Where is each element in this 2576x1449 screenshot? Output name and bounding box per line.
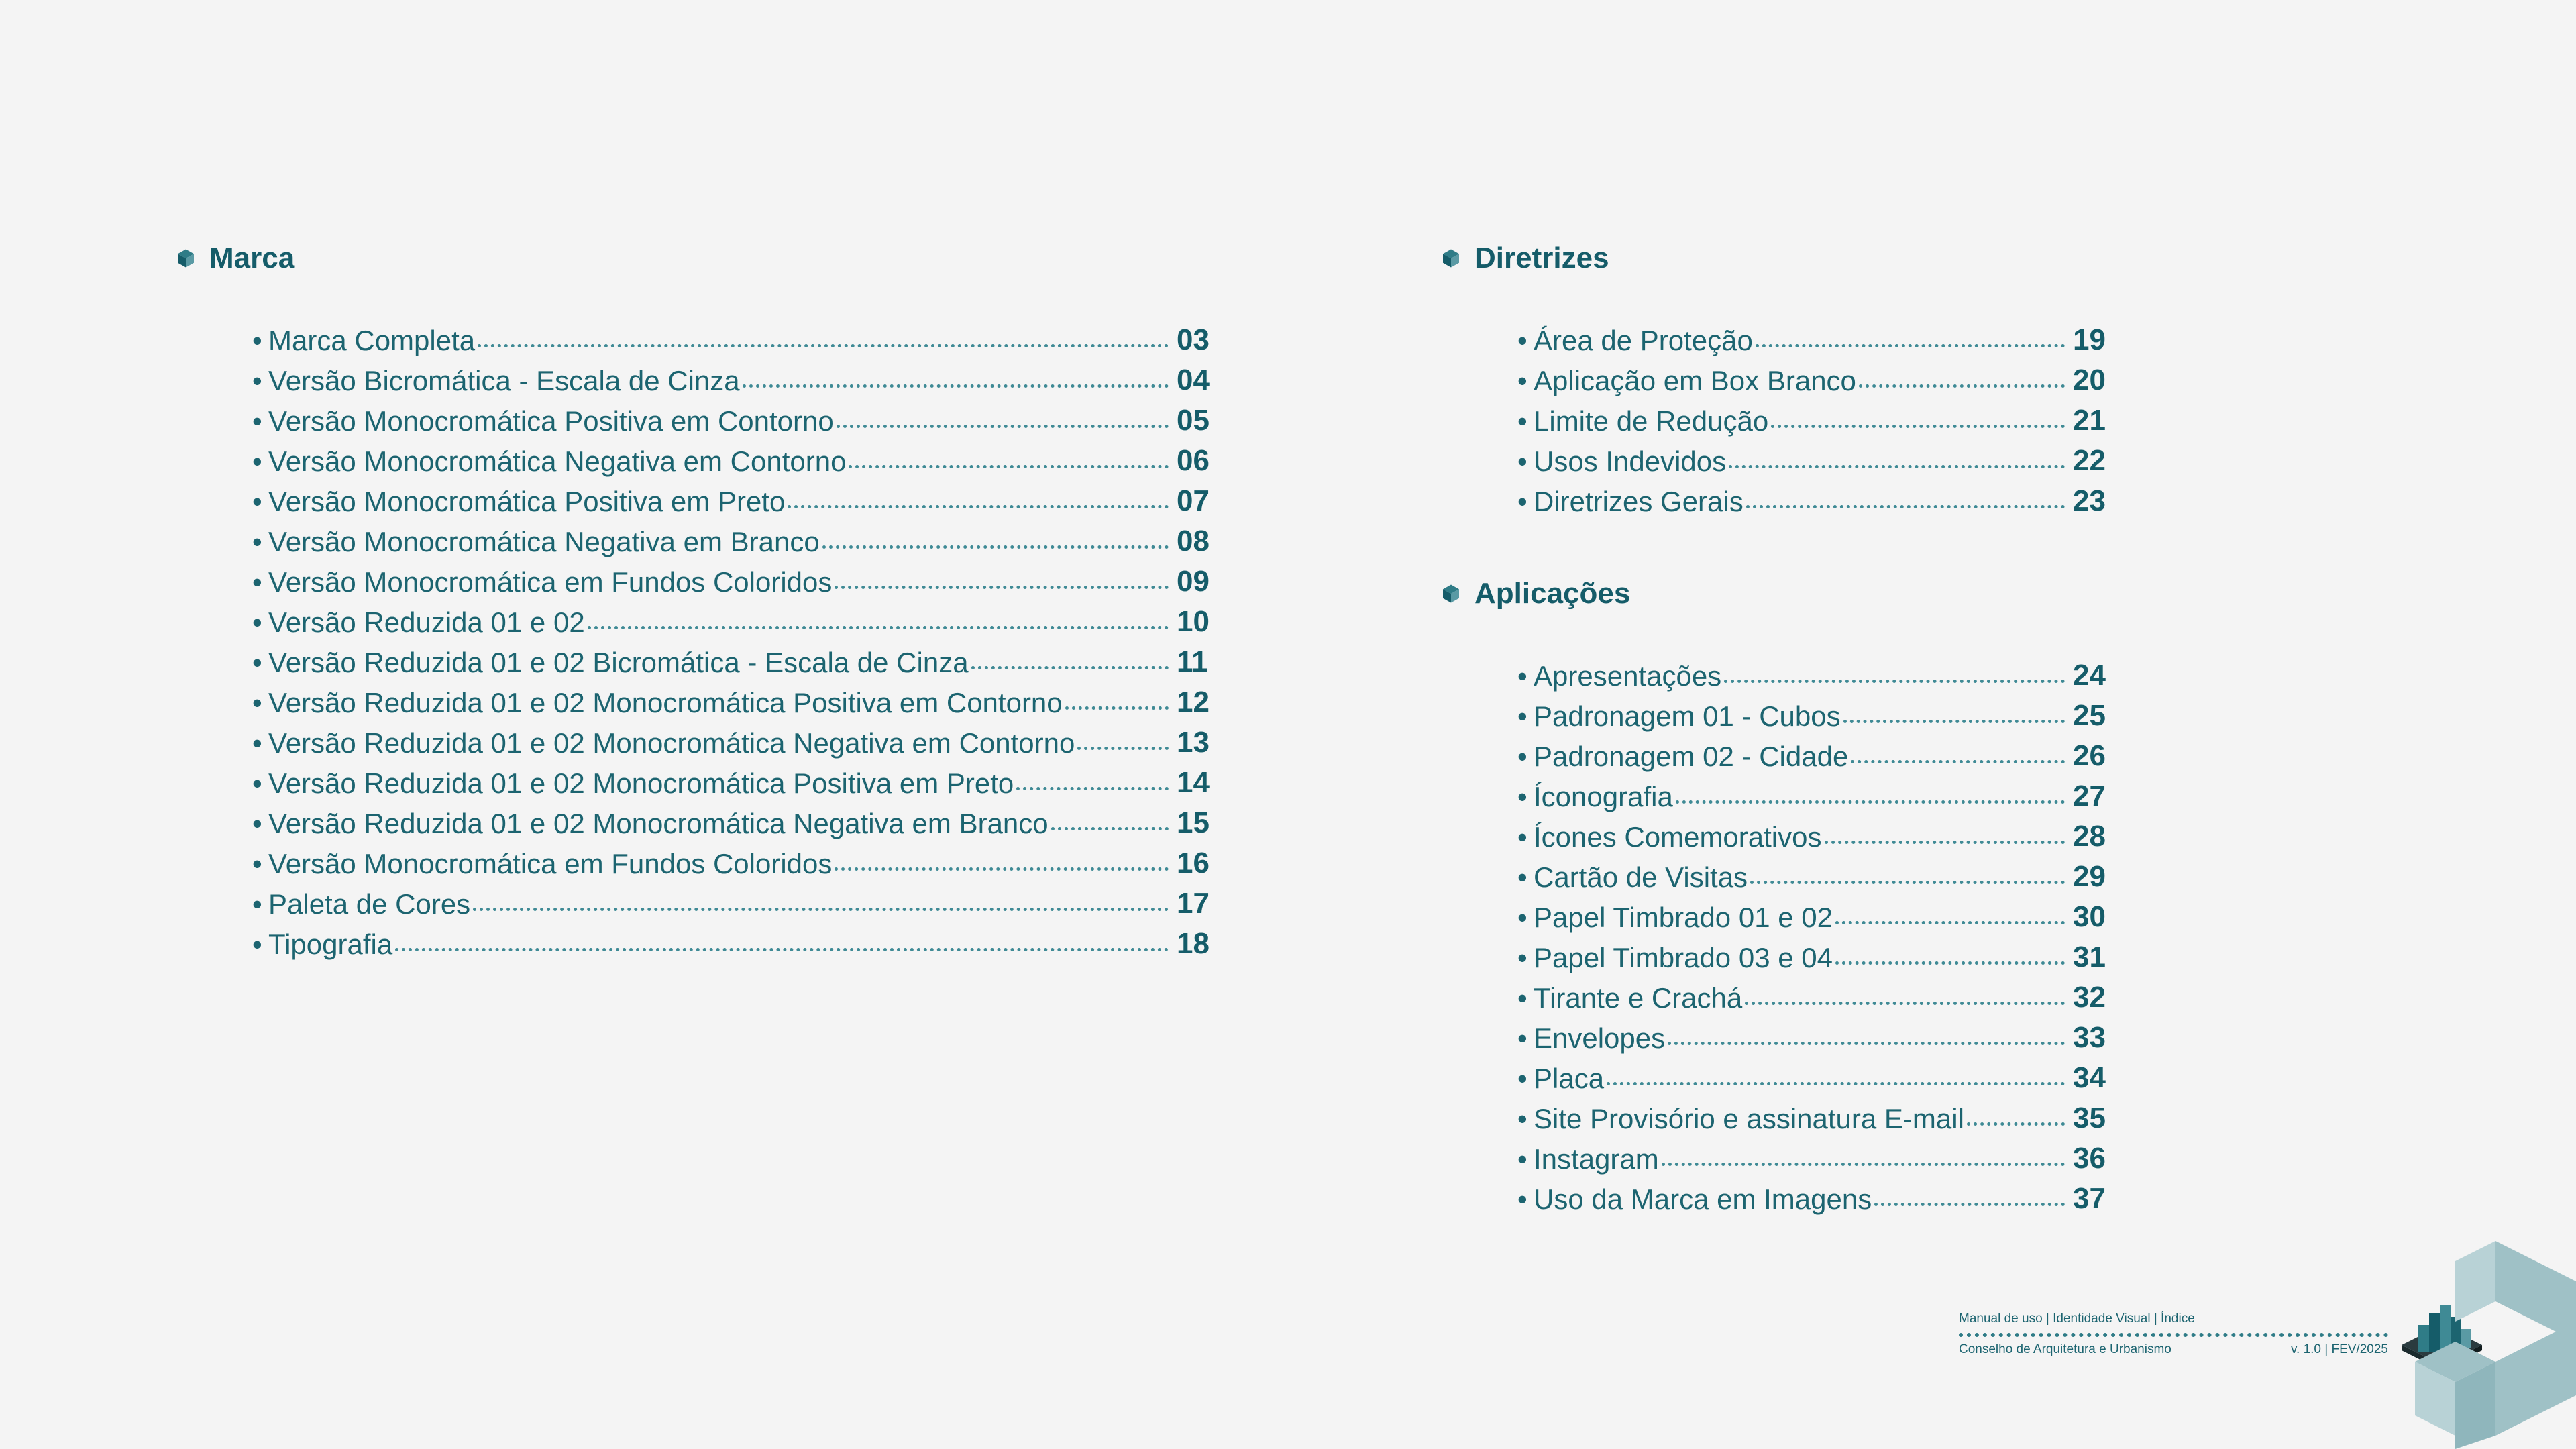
section-header-aplicacoes bbox=[1441, 577, 1630, 610]
bullet-icon: • bbox=[252, 767, 262, 799]
section-title-aplicacoes: Aplicações bbox=[1474, 577, 1631, 610]
dot-leader bbox=[837, 425, 1169, 428]
toc-item[interactable] bbox=[252, 437, 1218, 478]
bullet-icon: • bbox=[1517, 741, 1527, 772]
section-title-marca: Marca bbox=[209, 241, 295, 274]
toc-item[interactable] bbox=[252, 598, 1218, 639]
toc-item[interactable] bbox=[1517, 974, 2114, 1014]
toc-item-label: Versão Monocromática Negativa em Contorno bbox=[268, 445, 847, 477]
toc-item-label: Cartão de Visitas bbox=[1534, 861, 1748, 893]
dot-leader bbox=[1750, 881, 2065, 884]
bullet-icon: • bbox=[1517, 445, 1527, 477]
toc-item-page: 31 bbox=[2073, 941, 2106, 973]
dot-leader bbox=[1729, 465, 2065, 468]
bullet-icon: • bbox=[1517, 700, 1527, 732]
toc-item[interactable] bbox=[252, 397, 1218, 437]
toc-item-page: 04 bbox=[1177, 364, 1210, 396]
dot-leader bbox=[1065, 706, 1169, 710]
toc-item-page: 15 bbox=[1177, 806, 1210, 839]
dot-leader bbox=[1825, 841, 2065, 844]
toc-item-label: Tipografia bbox=[268, 928, 393, 960]
dot-leader bbox=[1835, 961, 2065, 965]
toc-item[interactable] bbox=[252, 679, 1218, 719]
toc-item[interactable] bbox=[1517, 1055, 2114, 1095]
toc-item-page: 11 bbox=[1177, 645, 1208, 678]
bullet-icon: • bbox=[1517, 982, 1527, 1014]
toc-item-label: Versão Monocromática Positiva em Contorno bbox=[268, 405, 834, 437]
toc-item-label: Íconografia bbox=[1534, 781, 1673, 812]
dot-leader bbox=[1746, 505, 2065, 508]
toc-item-label: Versão Monocromática em Fundos Coloridos bbox=[268, 848, 833, 879]
bullet-icon: • bbox=[252, 445, 262, 477]
toc-item-page: 19 bbox=[2073, 323, 2106, 356]
toc-item-label: Versão Monocromática em Fundos Coloridos bbox=[268, 566, 833, 598]
dot-leader bbox=[395, 948, 1169, 951]
toc-item-page: 28 bbox=[2073, 820, 2106, 853]
toc-item-page: 21 bbox=[2073, 404, 2106, 437]
toc-item[interactable] bbox=[1517, 1014, 2114, 1055]
toc-item-page: 18 bbox=[1177, 927, 1210, 960]
dot-leader bbox=[835, 867, 1169, 871]
toc-item-page: 22 bbox=[2073, 444, 2106, 477]
bullet-icon: • bbox=[1517, 821, 1527, 853]
dot-leader bbox=[835, 586, 1169, 589]
section-header-marca bbox=[176, 241, 294, 275]
dot-leader bbox=[1724, 680, 2065, 683]
bullet-icon: • bbox=[1517, 660, 1527, 692]
toc-item[interactable] bbox=[252, 357, 1218, 397]
toc-item-label: Papel Timbrado 03 e 04 bbox=[1534, 942, 1833, 973]
bullet-icon: • bbox=[1517, 486, 1527, 517]
toc-item-page: 07 bbox=[1177, 484, 1210, 517]
toc-item[interactable] bbox=[252, 639, 1218, 679]
cube-icon bbox=[1441, 248, 1461, 268]
toc-item-page: 14 bbox=[1177, 766, 1210, 799]
toc-item-page: 10 bbox=[1177, 605, 1210, 638]
toc-item-label: Instagram bbox=[1534, 1143, 1659, 1175]
dot-leader bbox=[1676, 800, 2065, 804]
toc-item[interactable] bbox=[252, 478, 1218, 518]
toc-item-label: Padronagem 01 - Cubos bbox=[1534, 700, 1841, 732]
toc-item-page: 12 bbox=[1177, 686, 1210, 718]
footer-divider bbox=[1959, 1333, 2388, 1337]
bullet-icon: • bbox=[252, 606, 262, 638]
bullet-icon: • bbox=[252, 566, 262, 598]
toc-list-aplicacoes bbox=[1517, 652, 2114, 1216]
toc-item-page: 35 bbox=[2073, 1102, 2106, 1134]
toc-item[interactable] bbox=[1517, 652, 2114, 692]
toc-item-page: 16 bbox=[1177, 847, 1210, 879]
toc-item[interactable] bbox=[252, 920, 1218, 961]
footer-version: v. 1.0 | FEV/2025 bbox=[2290, 1342, 2388, 1356]
toc-item-page: 20 bbox=[2073, 364, 2106, 396]
toc-item-label: Versão Reduzida 01 e 02 Monocromática Positiva em Contorno bbox=[268, 687, 1063, 718]
toc-item-label: Versão Reduzida 01 e 02 Bicromática - Escala de Cinza bbox=[268, 647, 969, 678]
cube-icon bbox=[176, 248, 196, 268]
toc-item-label: Limite de Redução bbox=[1534, 405, 1769, 437]
bullet-icon: • bbox=[252, 687, 262, 718]
toc-list-diretrizes bbox=[1517, 317, 2114, 518]
toc-item-page: 36 bbox=[2073, 1142, 2106, 1175]
cube-icon bbox=[1441, 584, 1461, 604]
dot-leader bbox=[1668, 1042, 2065, 1045]
toc-item[interactable] bbox=[1517, 934, 2114, 974]
toc-item[interactable] bbox=[1517, 437, 2114, 478]
toc-item-label: Site Provisório e assinatura E-mail bbox=[1534, 1103, 1964, 1134]
toc-item-label: Apresentações bbox=[1534, 660, 1722, 692]
bullet-icon: • bbox=[252, 727, 262, 759]
toc-item-page: 25 bbox=[2073, 699, 2106, 732]
toc-item-label: Versão Reduzida 01 e 02 Monocromática Negativa em Branco bbox=[268, 808, 1049, 839]
toc-item[interactable] bbox=[252, 759, 1218, 800]
dot-leader bbox=[1745, 1002, 2065, 1005]
toc-item[interactable] bbox=[1517, 317, 2114, 357]
bullet-icon: • bbox=[1517, 861, 1527, 893]
toc-item-label: Diretrizes Gerais bbox=[1534, 486, 1743, 517]
bullet-icon: • bbox=[1517, 1103, 1527, 1134]
bullet-icon: • bbox=[1517, 781, 1527, 812]
bullet-icon: • bbox=[252, 888, 262, 920]
dot-leader bbox=[1077, 747, 1169, 750]
toc-item[interactable] bbox=[1517, 357, 2114, 397]
toc-item[interactable] bbox=[252, 880, 1218, 920]
toc-item[interactable] bbox=[252, 719, 1218, 759]
section-header-diretrizes bbox=[1441, 241, 1609, 275]
toc-item-page: 17 bbox=[1177, 887, 1210, 920]
toc-item-label: Paleta de Cores bbox=[268, 888, 471, 920]
bullet-icon: • bbox=[252, 526, 262, 557]
dot-leader bbox=[588, 626, 1169, 629]
toc-item[interactable] bbox=[252, 840, 1218, 880]
toc-item-page: 09 bbox=[1177, 565, 1210, 598]
toc-item-label: Usos Indevidos bbox=[1534, 445, 1727, 477]
toc-item-page: 27 bbox=[2073, 780, 2106, 812]
toc-item[interactable] bbox=[1517, 478, 2114, 518]
toc-item-label: Marca Completa bbox=[268, 325, 476, 356]
toc-item-page: 37 bbox=[2073, 1182, 2106, 1215]
toc-list-marca bbox=[252, 317, 1218, 961]
toc-item-page: 33 bbox=[2073, 1021, 2106, 1054]
toc-item-label: Versão Reduzida 01 e 02 Monocromática Negativa em Contorno bbox=[268, 727, 1075, 759]
dot-leader bbox=[788, 505, 1169, 508]
toc-item-page: 34 bbox=[2073, 1061, 2106, 1094]
dot-leader bbox=[1843, 720, 2065, 723]
toc-item-page: 08 bbox=[1177, 525, 1210, 557]
dot-leader bbox=[1859, 384, 2065, 388]
dot-leader bbox=[1851, 760, 2065, 763]
toc-item-label: Padronagem 02 - Cidade bbox=[1534, 741, 1849, 772]
toc-item-page: 03 bbox=[1177, 323, 1210, 356]
toc-item-label: Tirante e Crachá bbox=[1534, 982, 1743, 1014]
toc-item-page: 30 bbox=[2073, 900, 2106, 933]
bullet-icon: • bbox=[252, 486, 262, 517]
toc-item-label: Envelopes bbox=[1534, 1022, 1666, 1054]
bullet-icon: • bbox=[1517, 365, 1527, 396]
toc-item[interactable] bbox=[252, 558, 1218, 598]
hexagon-cubes-decoration bbox=[2415, 1241, 2576, 1449]
toc-item-label: Papel Timbrado 01 e 02 bbox=[1534, 902, 1833, 933]
bullet-icon: • bbox=[252, 848, 262, 879]
bullet-icon: • bbox=[252, 647, 262, 678]
dot-leader bbox=[822, 545, 1169, 549]
dot-leader bbox=[1016, 787, 1169, 790]
footer-breadcrumb: Manual de uso | Identidade Visual | Índice bbox=[1959, 1311, 2195, 1326]
dot-leader bbox=[1874, 1203, 2065, 1206]
bullet-icon: • bbox=[1517, 325, 1527, 356]
dot-leader bbox=[1835, 921, 2065, 924]
toc-item[interactable] bbox=[1517, 733, 2114, 773]
toc-item-label: Versão Bicromática - Escala de Cinza bbox=[268, 365, 740, 396]
toc-item-label: Ícones Comemorativos bbox=[1534, 821, 1822, 853]
toc-item[interactable] bbox=[252, 800, 1218, 840]
bullet-icon: • bbox=[252, 808, 262, 839]
toc-item[interactable] bbox=[1517, 813, 2114, 853]
dot-leader bbox=[1756, 344, 2065, 347]
toc-item[interactable] bbox=[252, 317, 1218, 357]
dot-leader bbox=[1051, 827, 1169, 830]
toc-item-label: Versão Monocromática Negativa em Branco bbox=[268, 526, 820, 557]
toc-item[interactable] bbox=[1517, 773, 2114, 813]
toc-item-label: Aplicação em Box Branco bbox=[1534, 365, 1856, 396]
toc-item-page: 29 bbox=[2073, 860, 2106, 893]
dot-leader bbox=[1967, 1122, 2065, 1126]
dot-leader bbox=[473, 908, 1169, 911]
dot-leader bbox=[849, 465, 1169, 468]
bullet-icon: • bbox=[252, 405, 262, 437]
dot-leader bbox=[478, 344, 1169, 347]
bullet-icon: • bbox=[252, 928, 262, 960]
toc-item-page: 24 bbox=[2073, 659, 2106, 692]
dot-leader bbox=[1771, 425, 2065, 428]
bullet-icon: • bbox=[1517, 1143, 1527, 1175]
toc-item-label: Versão Reduzida 01 e 02 bbox=[268, 606, 585, 638]
toc-item-page: 32 bbox=[2073, 981, 2106, 1014]
toc-item[interactable] bbox=[1517, 692, 2114, 733]
dot-leader bbox=[743, 384, 1169, 388]
toc-item-page: 06 bbox=[1177, 444, 1210, 477]
toc-item-label: Versão Monocromática Positiva em Preto bbox=[268, 486, 786, 517]
toc-item[interactable] bbox=[252, 518, 1218, 558]
dot-leader bbox=[1662, 1163, 2065, 1166]
toc-item[interactable] bbox=[1517, 397, 2114, 437]
toc-item-label: Área de Proteção bbox=[1534, 325, 1753, 356]
bullet-icon: • bbox=[1517, 942, 1527, 973]
dot-leader bbox=[1607, 1082, 2065, 1085]
bullet-icon: • bbox=[252, 365, 262, 396]
bullet-icon: • bbox=[252, 325, 262, 356]
dot-leader bbox=[971, 666, 1169, 669]
toc-item-page: 05 bbox=[1177, 404, 1210, 437]
toc-item-label: Placa bbox=[1534, 1063, 1605, 1094]
toc-item[interactable] bbox=[1517, 1135, 2114, 1175]
toc-item-label: Uso da Marca em Imagens bbox=[1534, 1183, 1872, 1215]
footer bbox=[1959, 1311, 2388, 1357]
toc-item-page: 23 bbox=[2073, 484, 2106, 517]
toc-item[interactable] bbox=[1517, 894, 2114, 934]
footer-organization: Conselho de Arquitetura e Urbanismo bbox=[1959, 1342, 2171, 1356]
bullet-icon: • bbox=[1517, 902, 1527, 933]
toc-item[interactable] bbox=[1517, 1095, 2114, 1135]
toc-item-label: Versão Reduzida 01 e 02 Monocromática Positiva em Preto bbox=[268, 767, 1014, 799]
bullet-icon: • bbox=[1517, 405, 1527, 437]
bullet-icon: • bbox=[1517, 1063, 1527, 1094]
toc-item[interactable] bbox=[1517, 853, 2114, 894]
toc-item-page: 13 bbox=[1177, 726, 1210, 759]
section-title-diretrizes: Diretrizes bbox=[1474, 241, 1609, 274]
toc-item-page: 26 bbox=[2073, 739, 2106, 772]
toc-item[interactable] bbox=[1517, 1175, 2114, 1216]
bullet-icon: • bbox=[1517, 1183, 1527, 1215]
bullet-icon: • bbox=[1517, 1022, 1527, 1054]
